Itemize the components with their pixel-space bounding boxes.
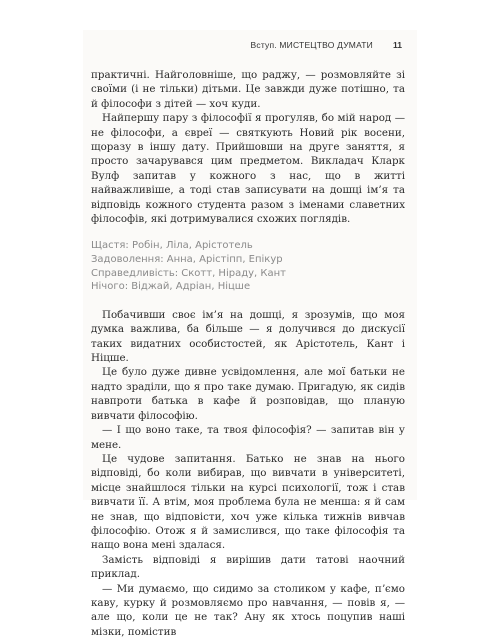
list-item: Щастя: Робін, Ліла, Арістотель (91, 240, 253, 252)
list-item: Задоволення: Анна, Арістіпп, Епікур (91, 254, 283, 266)
list-item: Справедливість: Скотт, Ніраду, Кант (91, 267, 286, 279)
page-number: 11 (393, 40, 402, 50)
paragraph: Це було дуже дивне усвідомлення, але мої батьки не надто зраділи, що я про таке думаю. Пригадую, як сидів навпроти батька в кафе й розповідав, що планую вивчати філософію. (91, 366, 405, 422)
running-title: Вступ. МИСТЕЦТВО ДУМАТИ (250, 40, 373, 50)
page-header (83, 38, 417, 54)
paragraph: — Ми думаємо, що сидимо за столиком у кафе, пʼємо каву, курку й розмовляємо про навчання, — повів я, — але що, коли це не так? Ану як хтось поцупив наші мізки, помістив (91, 582, 405, 638)
page-body (91, 68, 405, 639)
list-item: Нічого: Віджай, Адріан, Ніцше (91, 281, 251, 293)
book-page (83, 30, 417, 638)
paragraph: Найпершу пару з філософії я прогуляв, бо мій народ — не філософи, а євреї — святкують Новий рік восени, щоразу в іншу дату. Прийшовши на друге заняття, я просто зачарувався цим предметом. Викладач Кларк Вулф запитав у кожного з нас, що в житті найважливіше, а тоді став записувати на дошці ім’я та відповідь кожного студента разом з іменами славетних філософів, які дотримувалися схожих поглядів. (91, 112, 405, 226)
paragraph: Замість відповіді я вирішив дати татові наочний приклад. (91, 553, 405, 581)
paragraph: Це чудове запитання. Батько не знав на нього відповіді, бо коли вибирав, що вивчати в університеті, місце знайшлося тільки на курсі психології, тож і став вивчати її. А втім, моя проблема була не менша: я й сам не знав, що відповісти, хоч уже кілька тижнів вивчав філософію. Отож я й замислився, що таке філософія та нащо вона мені здалася. (91, 452, 405, 552)
board-list (91, 239, 405, 293)
paragraph: — І що воно таке, та твоя філософія? — запитав він у мене. (91, 424, 405, 451)
paragraph: практичні. Найголовніше, що раджу, — розмовляйте зі своїми (і не тільки) дітьми. Це завжди дуже потішно, та й філософи з дітей — хоч куди. (91, 69, 405, 110)
paragraph: Побачивши своє ім’я на дошці, я зрозумів, що моя думка важлива, ба більше — я долучився до дискусії таких видатних особистостей, як Арістотель, Кант і Ніцше. (91, 308, 405, 365)
